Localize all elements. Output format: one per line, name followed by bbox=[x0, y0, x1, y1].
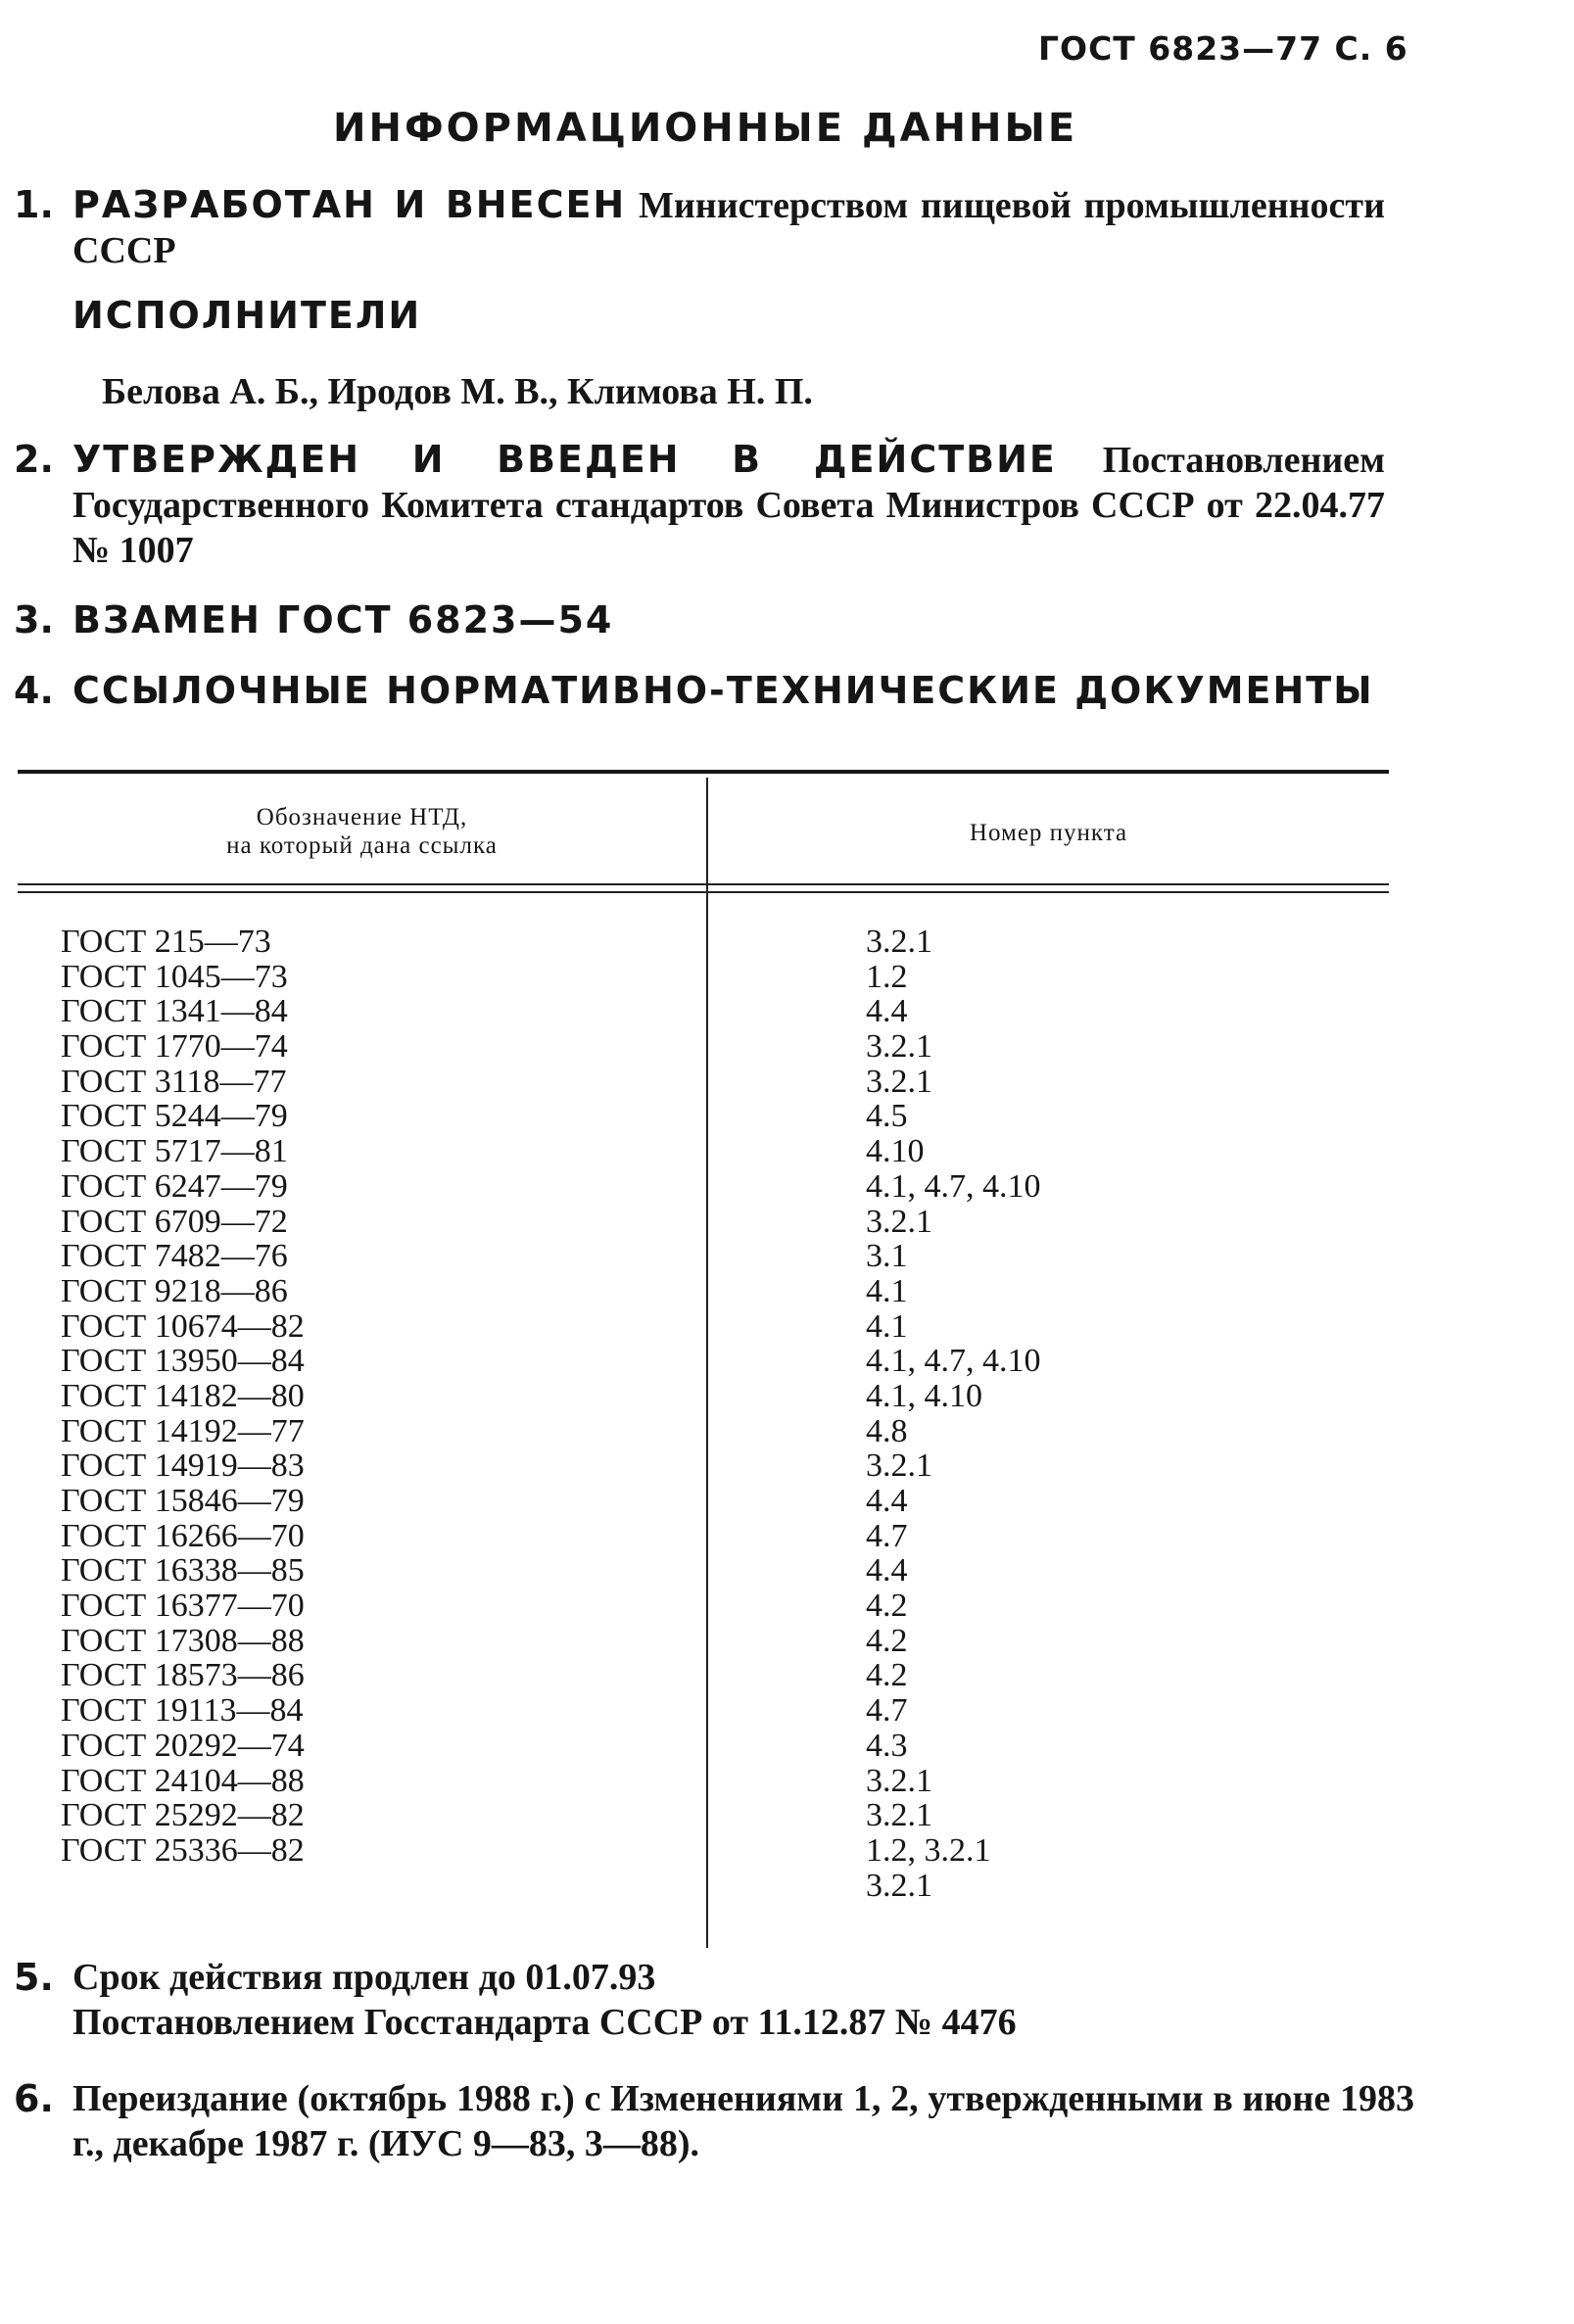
table-cell-clause: 4.7 bbox=[866, 1517, 908, 1554]
table-cell-designation: ГОСТ 25336—82 bbox=[61, 1831, 305, 1869]
section-5-line1: Срок действия продлен до 01.07.93 bbox=[72, 1957, 656, 1998]
table-cell-clause: 3.2.1 bbox=[866, 1203, 932, 1240]
table-cell-clause: 4.1, 4.10 bbox=[866, 1377, 982, 1414]
table-cell-clause: 4.8 bbox=[866, 1412, 908, 1449]
table-cell-designation: ГОСТ 18573—86 bbox=[61, 1657, 305, 1694]
table-cell-designation: ГОСТ 9218—86 bbox=[61, 1272, 288, 1309]
table-cell-clause: 4.1 bbox=[866, 1307, 908, 1345]
table-cell-designation: ГОСТ 215—73 bbox=[61, 924, 271, 960]
table-top-rule bbox=[18, 770, 1389, 774]
section-1-lead: РАЗРАБОТАН И ВНЕСЕН bbox=[72, 183, 627, 226]
table-header-clause: Номер пункта bbox=[969, 820, 1128, 846]
section-4-text: ССЫЛОЧНЫЕ НОРМАТИВНО-ТЕХНИЧЕСКИЕ ДОКУМЕНТЫ bbox=[72, 669, 1374, 712]
section-1-text: Министерством пищевой промышленности СССР bbox=[72, 185, 1385, 271]
section-5-number: 5. bbox=[14, 1956, 54, 1999]
table-cell-designation: ГОСТ 14919—83 bbox=[61, 1447, 305, 1485]
standard-page-reference: ГОСТ 6823—77 С. 6 bbox=[1038, 29, 1408, 68]
table-cell-clause: 4.2 bbox=[866, 1622, 908, 1659]
page-title: ИНФОРМАЦИОННЫЕ ДАННЫЕ bbox=[333, 106, 1078, 151]
table-designation-column bbox=[61, 925, 305, 1869]
table-cell-designation: ГОСТ 1341—84 bbox=[61, 993, 288, 1030]
table-cell-designation: ГОСТ 5244—79 bbox=[61, 1098, 288, 1135]
table-cell-designation: ГОСТ 16338—85 bbox=[61, 1552, 305, 1589]
table-header-designation bbox=[18, 803, 706, 860]
executors-heading: ИСПОЛНИТЕЛИ bbox=[72, 294, 422, 337]
table-header-rule bbox=[18, 883, 1389, 885]
table-cell-designation: ГОСТ 19113—84 bbox=[61, 1692, 304, 1730]
table-cell-clause: 4.4 bbox=[866, 1483, 908, 1519]
section-1-number: 1. bbox=[14, 183, 54, 226]
table-cell-designation: ГОСТ 5717—81 bbox=[61, 1133, 288, 1170]
table-cell-designation: ГОСТ 24104—88 bbox=[61, 1762, 305, 1799]
executors-names: Белова А. Б., Иродов М. В., Климова Н. П. bbox=[102, 371, 813, 412]
table-cell-clause: 4.1, 4.7, 4.10 bbox=[866, 1167, 1041, 1205]
table-cell-designation: ГОСТ 16377—70 bbox=[61, 1588, 305, 1625]
table-cell-designation: ГОСТ 6709—72 bbox=[61, 1203, 288, 1240]
table-cell-clause: 4.2 bbox=[866, 1657, 908, 1694]
table-cell-designation: ГОСТ 1045—73 bbox=[61, 958, 288, 995]
table-header-designation-line2: на который дана ссылка bbox=[226, 832, 498, 859]
table-cell-clause: 4.2 bbox=[866, 1588, 908, 1625]
table-column-divider bbox=[706, 778, 708, 1948]
section-2 bbox=[14, 437, 1385, 573]
table-cell-clause: 3.1 bbox=[866, 1238, 908, 1275]
table-cell-clause: 4.1, 4.7, 4.10 bbox=[866, 1343, 1041, 1380]
table-cell-designation: ГОСТ 15846—79 bbox=[61, 1483, 305, 1519]
table-cell-clause: 3.2.1 bbox=[866, 1028, 932, 1066]
table-cell-clause: 3.2.1 bbox=[866, 1447, 932, 1485]
section-5 bbox=[14, 1955, 1316, 2045]
table-cell-designation: ГОСТ 14182—80 bbox=[61, 1377, 305, 1414]
section-2-text: Постановлением Государственного Комитета стандартов Совета Министров СССР от 22.04.77 № 1007 bbox=[72, 440, 1385, 571]
section-3-number: 3. bbox=[14, 598, 54, 641]
section-2-lead: УТВЕРЖДЕН И ВВЕДЕН В ДЕЙСТВИЕ bbox=[72, 438, 1057, 481]
table-cell-clause: 3.2.1 bbox=[866, 924, 932, 960]
table-cell-clause: 4.4 bbox=[866, 1552, 908, 1589]
table-cell-clause: 3.2.1 bbox=[866, 1867, 932, 1904]
table-cell-clause: 4.1 bbox=[866, 1272, 908, 1309]
section-1 bbox=[14, 182, 1385, 273]
section-3 bbox=[14, 597, 1385, 642]
table-cell-designation: ГОСТ 13950—84 bbox=[61, 1343, 305, 1380]
table-cell-clause: 4.7 bbox=[866, 1692, 908, 1730]
table-cell-clause: 4.5 bbox=[866, 1098, 908, 1135]
table-cell-designation: ГОСТ 10674—82 bbox=[61, 1307, 305, 1345]
section-3-text: ВЗАМЕН ГОСТ 6823—54 bbox=[72, 598, 614, 641]
table-header-rule-second bbox=[18, 891, 1389, 893]
table-cell-clause: 3.2.1 bbox=[866, 1063, 932, 1100]
table-cell-designation: ГОСТ 16266—70 bbox=[61, 1517, 305, 1554]
table-cell-designation: ГОСТ 7482—76 bbox=[61, 1238, 288, 1275]
table-clause-column bbox=[866, 925, 1041, 1903]
section-6-text: Переиздание (октябрь 1988 г.) с Изменениями 1, 2, утвержденными в июне 1983 г., декабре 1987 г. (ИУС 9—83, 3—88). bbox=[72, 2078, 1414, 2164]
table-cell-clause: 4.3 bbox=[866, 1727, 908, 1764]
section-6 bbox=[14, 2076, 1414, 2166]
table-cell-designation: ГОСТ 25292—82 bbox=[61, 1797, 305, 1834]
table-cell-clause: 4.4 bbox=[866, 993, 908, 1030]
table-cell-designation: ГОСТ 3118—77 bbox=[61, 1063, 287, 1100]
table-cell-designation: ГОСТ 6247—79 bbox=[61, 1167, 288, 1205]
table-cell-clause: 4.10 bbox=[866, 1133, 925, 1170]
section-5-line2: Постановлением Госстандарта СССР от 11.12.87 № 4476 bbox=[72, 2002, 1017, 2043]
table-cell-clause: 3.2.1 bbox=[866, 1762, 932, 1799]
table-header-designation-line1: Обозначение НТД, bbox=[256, 804, 468, 830]
table-cell-designation: ГОСТ 20292—74 bbox=[61, 1727, 305, 1764]
table-cell-designation: ГОСТ 14192—77 bbox=[61, 1412, 305, 1449]
table-cell-clause: 3.2.1 bbox=[866, 1797, 932, 1834]
section-4 bbox=[14, 668, 1385, 713]
table-cell-clause: 1.2, 3.2.1 bbox=[866, 1831, 991, 1869]
table-cell-designation: ГОСТ 1770—74 bbox=[61, 1028, 288, 1066]
table-cell-designation: ГОСТ 17308—88 bbox=[61, 1622, 305, 1659]
section-6-number: 6. bbox=[14, 2077, 54, 2120]
table-cell-clause: 1.2 bbox=[866, 958, 908, 995]
section-4-number: 4. bbox=[14, 669, 54, 712]
section-2-number: 2. bbox=[14, 438, 54, 481]
